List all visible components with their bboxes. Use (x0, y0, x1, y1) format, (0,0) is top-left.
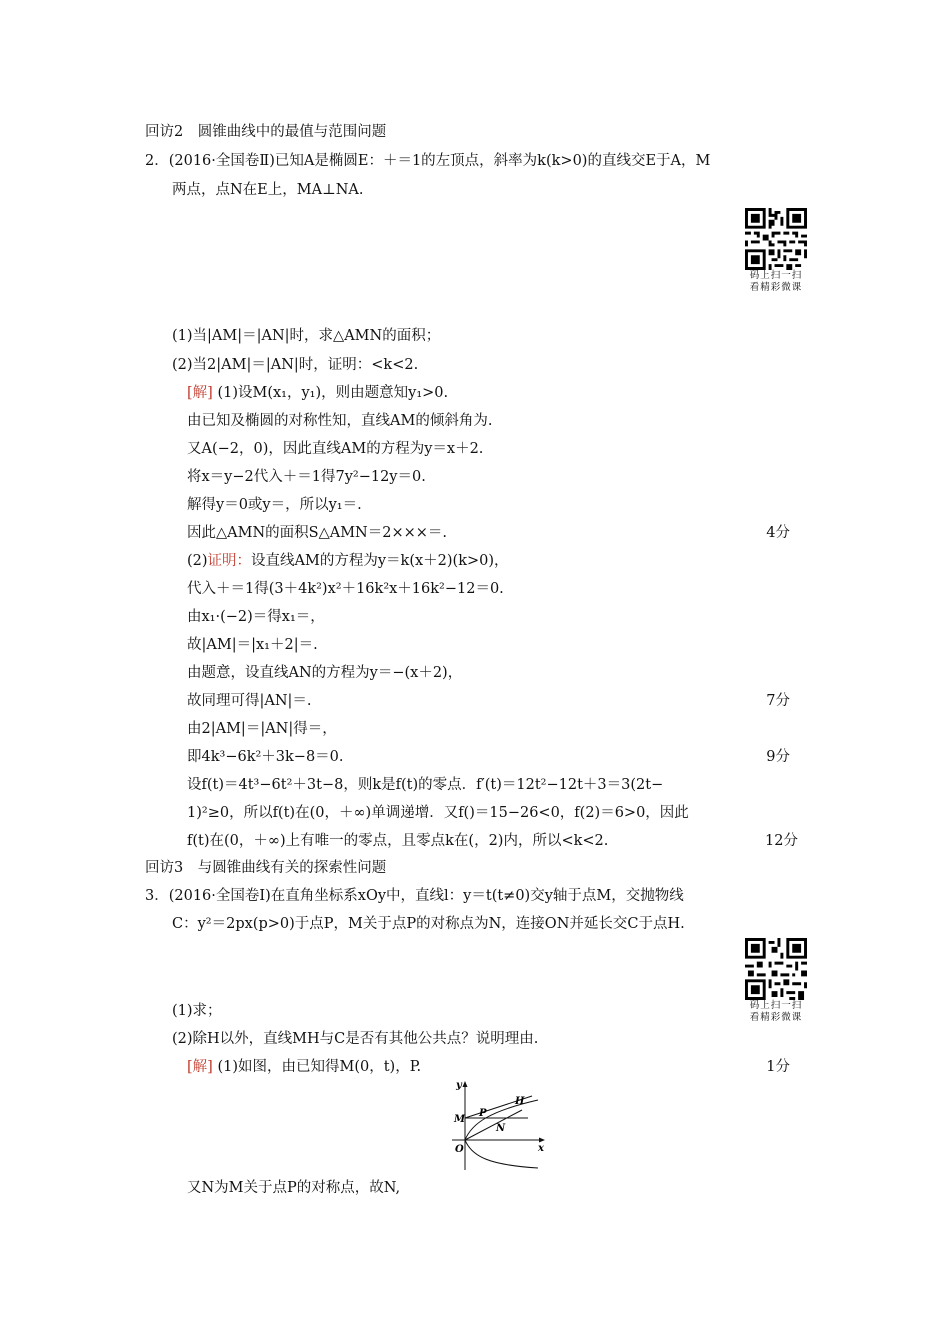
axis-label-y: y (456, 1080, 462, 1091)
problem-stem: 2．(2016·全国卷Ⅱ)已知A是椭圆E：＋＝1的左顶点，斜率为k(k>0)的直线交E于A，M (145, 153, 711, 169)
solution-line: 解得y＝0或y＝，所以y₁＝. (187, 497, 362, 513)
solution-line: 由已知及椭圆的对称性知，直线AM的倾斜角为. (187, 413, 493, 429)
qr-code-icon[interactable] (745, 208, 807, 270)
problem-stem: 3．(2016·全国卷Ⅰ)在直角坐标系xOy中，直线l：y＝t(t≠0)交y轴于点M，交抛物线 (145, 888, 684, 904)
question-part-2: (2)当2|AM|＝|AN|时，证明：<k<2. (172, 357, 419, 373)
proof-line: 故|AM|＝|x₁＋2|＝. (187, 637, 318, 653)
solution-tag: [解] (187, 1059, 213, 1075)
proof-line: 设f(t)＝4t³−6t²＋3t−8，则k是f(t)的零点．f′(t)＝12t²−12t＋3＝3(2t− (187, 777, 664, 793)
qr-caption: 看精彩微课 (749, 1012, 803, 1023)
qr-code-block[interactable] (730, 938, 822, 1024)
score-mark: 12分 (765, 833, 798, 849)
question-part-1: (1)当|AM|＝|AN|时，求△AMN的面积； (172, 328, 441, 344)
solution-line (187, 1057, 421, 1077)
score-mark: 1分 (766, 1059, 790, 1075)
parabola-figure (450, 1078, 555, 1173)
solution-text: (1)如图，由已知得M(0，t)，P. (217, 1059, 422, 1075)
solution-text: (1)设M(x₁，y₁)，则由题意知y₁>0. (217, 385, 449, 401)
point-label-m: M (454, 1114, 466, 1125)
score-mark: 4分 (766, 525, 790, 541)
qr-caption: 码上扫一扫 (749, 1000, 803, 1011)
proof-line: 由2|AM|＝|AN|得＝， (187, 721, 337, 737)
solution-line: 因此△AMN的面积S△AMN＝2×××＝. (187, 525, 448, 541)
score-mark: 9分 (766, 749, 790, 765)
proof-line (187, 551, 509, 571)
solution-line (187, 383, 448, 403)
problem-stem: 两点，点N在E上，MA⊥NA. (172, 182, 364, 198)
proof-line: 即4k³−6k²＋3k−8＝0. (187, 749, 344, 765)
solution-tag: [解] (187, 385, 213, 401)
question-part-1: (1)求； (172, 1003, 222, 1019)
point-label-n: N (496, 1123, 506, 1134)
point-label-h: H (515, 1096, 525, 1107)
solution-line: 又N为M关于点P的对称点，故N, (187, 1180, 401, 1196)
solution-line: 又A(−2，0)，因此直线AM的方程为y＝x＋2. (187, 441, 484, 457)
proof-text: 设直线AM的方程为y＝k(x＋2)(k>0)， (251, 553, 509, 569)
proof-line: 故同理可得|AN|＝. (187, 693, 312, 709)
qr-code-block[interactable] (730, 208, 822, 294)
solution-line: 将x＝y−2代入＋＝1得7y²−12y＝0. (187, 469, 426, 485)
qr-caption: 码上扫一扫 (749, 270, 803, 281)
proof-prefix: (2) (187, 553, 208, 569)
proof-line: 由题意，设直线AN的方程为y＝−(x＋2)， (187, 665, 463, 681)
point-label-o: O (455, 1144, 464, 1155)
proof-line: 1)²≥0，所以f(t)在(0，＋∞)单调递增．又f()＝15−26<0，f(2)＝6>0，因此 (187, 805, 689, 821)
problem-stem: C：y²＝2px(p>0)于点P，M关于点P的对称点为N，连接ON并延长交C于点H. (172, 916, 685, 932)
point-label-p: P (479, 1108, 487, 1119)
score-mark: 7分 (766, 693, 790, 709)
section-title: 回访3 与圆锥曲线有关的探索性问题 (145, 860, 387, 876)
question-part-2: (2)除H以外，直线MH与C是否有其他公共点？说明理由. (172, 1031, 539, 1047)
axis-label-x: x (538, 1143, 544, 1154)
proof-line: 代入＋＝1得(3＋4k²)x²＋16k²x＋16k²−12＝0. (187, 581, 504, 597)
proof-line: 由x₁·(−2)＝得x₁＝， (187, 609, 325, 625)
qr-code-icon[interactable] (745, 938, 807, 1000)
section-title: 回访2 圆锥曲线中的最值与范围问题 (145, 124, 387, 140)
proof-tag: 证明： (207, 553, 252, 569)
qr-caption: 看精彩微课 (749, 282, 803, 293)
proof-line: f(t)在(0，＋∞)上有唯一的零点，且零点k在(，2)内，所以<k<2. (187, 833, 609, 849)
